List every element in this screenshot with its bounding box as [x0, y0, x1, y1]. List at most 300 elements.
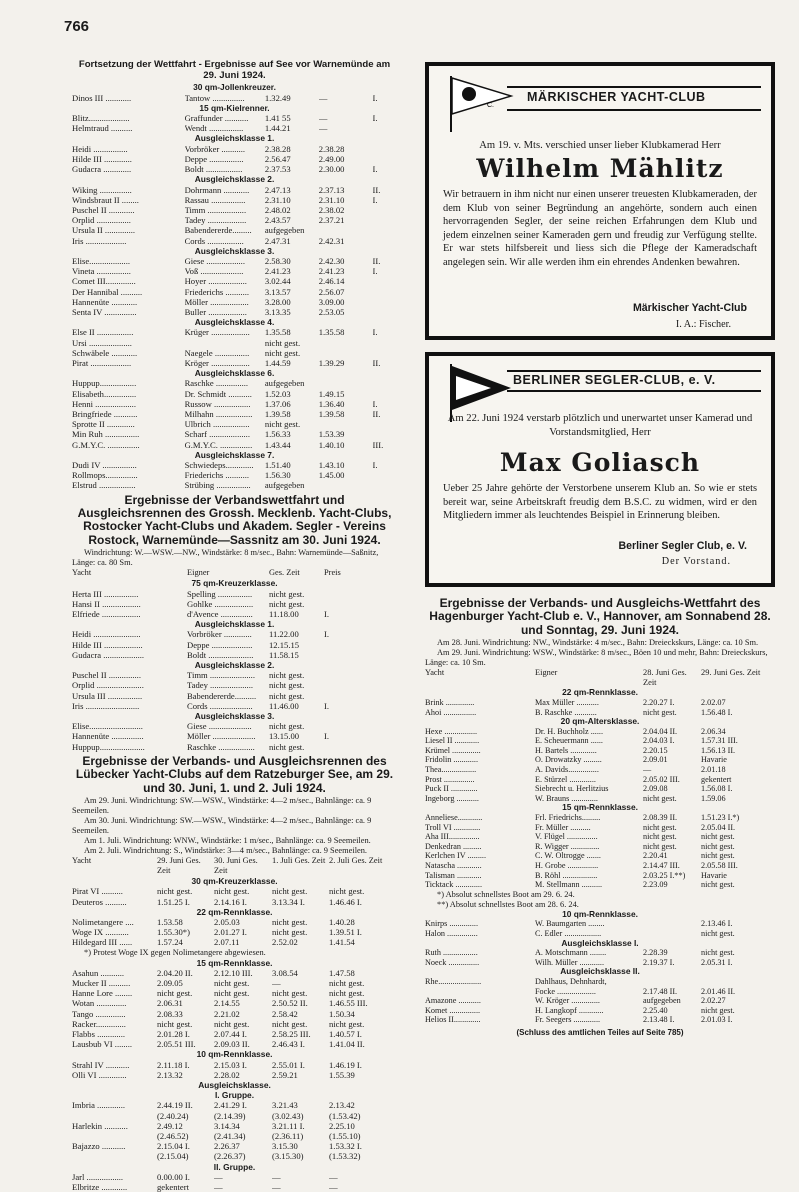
obituary-signature: Märkischer Yacht-Club	[632, 302, 747, 314]
table-cell	[324, 670, 379, 680]
table-row	[72, 154, 397, 164]
table-cell: 3.13.57	[264, 286, 291, 297]
class-heading: Ausgleichsklasse 7.	[194, 449, 275, 460]
table-cell: 2.09.03 II.	[214, 1039, 250, 1050]
table-cell: 2.09.01	[643, 755, 668, 765]
table-cell: nicht gest.	[643, 822, 677, 832]
table-cell: 1.53.32 I.	[329, 1141, 362, 1152]
class-heading: 22 qm-Rennklasse.	[196, 906, 273, 917]
table-row	[425, 919, 775, 929]
table-cell: Ursula II ..............	[72, 225, 136, 236]
table-cell: —	[318, 123, 328, 134]
table-cell: 1.37.06	[264, 398, 291, 409]
table-row	[72, 1060, 397, 1070]
table-cell: 2.49.00	[318, 153, 345, 164]
table-cell: nicht gest.	[269, 721, 305, 732]
class-heading: Ausgleichsklasse 3.	[194, 245, 275, 256]
table-cell: Puschel II ............	[72, 204, 135, 215]
table-row	[72, 195, 397, 205]
table-cell: Racker..............	[72, 1018, 126, 1029]
class-heading: Ausgleichsklasse 1.	[194, 133, 275, 144]
table-row	[72, 691, 397, 701]
class-heading: 10 qm-Rennklasse.	[196, 1049, 273, 1060]
table-cell	[185, 338, 265, 348]
table-row	[72, 440, 397, 450]
table-cell: Ingeborg ...........	[425, 793, 479, 803]
table-cell: II.	[372, 408, 381, 419]
table-cell: nicht gest.	[272, 927, 308, 938]
table-cell: 2.14.16 I.	[214, 896, 247, 907]
table-cell: 2.38.28	[264, 143, 291, 154]
table-cell: Elisabeth...............	[72, 388, 137, 399]
table-cell: 2.38.02	[318, 204, 345, 215]
table-row	[425, 775, 775, 785]
table-row	[425, 1006, 775, 1016]
header-rule-top	[507, 370, 761, 372]
table-cell: Fr. Seegers .............	[535, 1015, 601, 1025]
table-cell: 2.20.27 I.	[643, 697, 675, 707]
table-cell: G.M.Y.C. ...............	[72, 439, 140, 450]
section3-table	[72, 876, 397, 1192]
table-cell: Rassau ................	[184, 194, 246, 205]
table-cell: (1.53.42)	[329, 1110, 361, 1121]
table-row	[425, 861, 775, 871]
table-cell: 1.55.30*)	[157, 927, 190, 938]
table-cell: 1.43.44	[264, 439, 291, 450]
table-cell: Timm .....................	[187, 670, 255, 681]
class-heading: Ausgleichsklasse 2.	[194, 174, 275, 185]
table-row	[72, 650, 397, 660]
section1-table	[72, 82, 397, 490]
table-cell	[373, 236, 397, 246]
table-cell: (2.46.52)	[157, 1130, 189, 1141]
table-cell: Siebrecht u. Herlitzius	[535, 784, 609, 794]
table-cell: Der Hannibal ..........	[72, 286, 143, 297]
continued-note: (Schluss des amtlichen Teiles auf Seite 785)	[516, 1027, 684, 1037]
table-cell: (1.53.32)	[329, 1151, 361, 1162]
column-header: Preis	[324, 568, 341, 578]
table-cell	[643, 977, 701, 987]
table-cell: Anneliese............	[425, 813, 483, 823]
table-cell: 1.43.10	[318, 459, 345, 470]
table-cell: Nolimetangere ....	[72, 916, 134, 927]
table-cell: nicht gest.	[269, 680, 305, 691]
table-cell: Ticktack .............	[425, 880, 483, 890]
table-cell: Wilh. Müller ............	[535, 957, 605, 967]
table-cell: Lausbub VI ........	[72, 1039, 132, 1050]
table-cell	[324, 650, 379, 660]
table-cell	[319, 225, 373, 235]
table-row	[72, 338, 397, 348]
table-cell: Tadey ..................	[184, 215, 247, 226]
table-cell: 1.56.33	[264, 429, 291, 440]
table-cell: 2.06.34	[701, 726, 726, 736]
table-cell: G.M.Y.C. ...............	[184, 439, 253, 450]
table-cell: Hilde III ..................	[72, 639, 143, 650]
table-row	[425, 851, 775, 861]
table-cell: 2.23.09	[643, 880, 668, 890]
table-cell	[324, 742, 379, 752]
table-row	[425, 823, 775, 833]
table-cell: Gudacra ...................	[72, 649, 145, 660]
table-cell: Hanne Lore ........	[72, 988, 133, 999]
table-cell: Rollmops...............	[72, 470, 138, 481]
column-header: Yacht	[72, 856, 92, 866]
class-heading: Ausgleichsklasse 6.	[194, 368, 275, 379]
table-cell: nicht gest.	[264, 337, 301, 348]
table-cell: nicht gest.	[157, 886, 193, 897]
table-row	[72, 1172, 397, 1182]
table-cell: nicht gest.	[272, 988, 308, 999]
table-cell: Schwäbele ............	[72, 347, 138, 358]
table-cell: 2.50.52 II.	[272, 998, 308, 1009]
column-header: 30. Juni Ges. Zeit	[214, 856, 258, 876]
table-cell: 12.15.15	[269, 639, 300, 650]
table-cell: Strübing ................	[184, 480, 251, 491]
table-cell: Comet III..............	[72, 276, 136, 287]
table-cell	[373, 307, 397, 317]
table-cell: Vorbröker ...........	[184, 143, 246, 154]
table-cell: Jarl .................	[72, 1171, 124, 1182]
table-cell: Fridolin ............	[425, 755, 478, 765]
table-cell	[72, 1131, 157, 1141]
table-cell: 2.41.23	[318, 266, 345, 277]
table-cell: Flabbs .............	[72, 1028, 125, 1039]
table-cell: 1.53.39	[318, 429, 345, 440]
table-cell: 2.58.42	[272, 1008, 298, 1019]
table-cell: 2.20.15	[643, 745, 668, 755]
table-cell: nicht gest.	[269, 670, 305, 681]
table-row	[72, 1039, 397, 1049]
table-cell: O. Drowatzky .........	[535, 755, 602, 765]
table-cell: Natascha ............	[425, 861, 482, 870]
table-cell: 2.42.31	[318, 235, 345, 246]
table-cell: Havarie	[701, 755, 727, 765]
table-row	[72, 701, 397, 711]
table-cell: 2.13.46 I.	[701, 919, 733, 929]
club-name: BERLINER SEGLER-CLUB, e. V.	[513, 373, 716, 387]
table-cell: Puck II .............	[425, 784, 478, 794]
table-cell	[319, 480, 373, 490]
table-cell: Elise.........................	[72, 721, 143, 732]
table-row	[72, 1100, 397, 1110]
table-cell: E. Scheuermann ......	[535, 736, 603, 746]
table-cell: Pirat ...................	[72, 357, 132, 368]
table-cell: 2.15.04 I.	[157, 1141, 190, 1152]
table-cell: 1.56.08 I.	[701, 784, 733, 794]
table-cell: (3.15.30)	[272, 1151, 304, 1162]
class-heading: 15 qm-Kielrenner.	[199, 102, 270, 113]
obituary-text: Wir betrauern in ihm nicht nur einen unserer treuesten Klubkameraden, der dem Klub von seiner Begründung an angehörte, sondern auch einen hervorragenden Segler, der seine reichen Erfahrungen dem Klub und jedem einzelnen seiner Kameraden gern und freudig zur Verfügung stellte. Er war stets hilfsbereit und liess sich die Pflege der Kameradschaft angelegen sein. Wir alle werden ihm ein ehrendes Andenken bewahren.	[443, 189, 757, 268]
table-cell: nicht gest.	[214, 886, 250, 897]
table-cell: 1.47.58	[329, 967, 355, 978]
table-cell	[324, 721, 379, 731]
table-cell: Wendt ................	[184, 123, 244, 134]
table-cell: 2.01.18	[701, 765, 726, 775]
class-heading: 75 qm-Kreuzerklasse.	[191, 578, 278, 589]
table-cell: 13.15.00	[269, 731, 300, 742]
column-header: 1. Juli Ges. Zeit	[272, 856, 326, 866]
table-cell: Liesel II ............	[425, 736, 480, 746]
table-cell: 2.04.20 II.	[157, 967, 193, 978]
table-cell: 2.31.10	[264, 194, 291, 205]
table-cell: I.	[372, 266, 378, 277]
table-cell	[373, 205, 397, 215]
table-cell: Russow .................	[184, 398, 251, 409]
table-cell: 2.49.12	[157, 1120, 183, 1131]
table-cell: Tantow ...............	[184, 92, 245, 103]
table-row	[72, 1029, 397, 1039]
table-cell: Mucker II ..........	[72, 977, 131, 988]
table-cell: Vineta ................	[72, 266, 131, 277]
table-row	[72, 205, 397, 215]
race-note: Am 29. Juni. Windrichtung: SW.—WSW., Windstärke: 4—2 m/sec., Bahnlänge: ca. 9 Seemeilen.	[72, 796, 372, 816]
section3-title: Ergebnisse der Verbands- und Ausgleichsrennen des Lübecker Yacht-Clubs auf dem Ratzeburger See, am 29. und 30. Juni, 1. und 2. Juli 1924.	[75, 753, 394, 795]
table-cell: I.	[372, 459, 378, 470]
class-heading: Ausgleichsklasse 1.	[194, 619, 275, 630]
table-cell: Krüger ..................	[184, 327, 250, 338]
table-cell: Raschke ...............	[184, 378, 249, 389]
table-cell	[373, 287, 397, 297]
table-cell: aufgegeben	[264, 225, 305, 236]
table-row	[72, 1141, 397, 1151]
table-cell: Wiking ...............	[72, 184, 132, 195]
table-cell: 1.39.58	[264, 408, 291, 419]
table-cell	[373, 338, 397, 348]
table-cell: B. Raschke ...........	[535, 707, 597, 717]
table-cell: 2.48.02	[264, 204, 291, 215]
table-row	[72, 1182, 397, 1192]
class-heading: Ausgleichsklasse II.	[560, 966, 640, 977]
table-cell: 1.32.49	[264, 92, 291, 103]
table-cell: —	[643, 765, 652, 775]
column-header: 29. Juni Ges. Zeit	[157, 856, 201, 876]
section4-notes	[425, 638, 775, 668]
column-header: Eigner	[187, 568, 210, 578]
table-row	[72, 348, 397, 358]
table-cell: 1.46.19 I.	[329, 1059, 362, 1070]
table-cell: Senta IV ...............	[72, 306, 137, 317]
table-cell: nicht gest.	[329, 988, 365, 999]
table-row	[425, 832, 775, 842]
table-cell: 2.05.51 III.	[157, 1039, 196, 1050]
table-cell: 2.12.10 III.	[214, 967, 253, 978]
table-cell: 3.02.44	[264, 276, 291, 287]
table-cell	[643, 919, 701, 929]
table-row	[72, 409, 397, 419]
table-cell: Frl. Friedrichs.........	[535, 813, 601, 823]
table-cell: 2.47.31	[264, 235, 291, 246]
section4-title: Ergebnisse der Verbands- und Ausgleichs-Wettfahrt des Hagenburger Yacht-Club e. V., Hannover, am Sonnabend 28. und Sonntag, 29. Juni 1924.	[429, 596, 771, 637]
table-cell: 2.43.57	[264, 215, 291, 226]
table-cell: 2.05.31 I.	[701, 957, 733, 967]
table-cell: I.	[324, 608, 330, 619]
table-cell: 2.58.30	[264, 255, 291, 266]
table-cell: Buller ..................	[184, 306, 247, 317]
table-cell: 3.28.00	[264, 296, 291, 307]
table-cell: Harlekin ...........	[72, 1120, 128, 1131]
table-cell: Denkedran .........	[425, 841, 482, 851]
header-rule-top	[507, 86, 761, 88]
table-row	[72, 276, 397, 286]
page-number: 766	[64, 18, 90, 35]
class-heading: 15 qm-Rennklasse.	[196, 957, 273, 968]
table-cell	[425, 987, 535, 997]
table-cell: nicht gest.	[329, 886, 365, 897]
table-cell: Fr. Müller ..........	[535, 822, 591, 832]
obituary-signature: Berliner Segler Club, e. V.	[618, 540, 747, 552]
table-cell: 1.46.46 I.	[329, 896, 362, 907]
table-cell: 3.21.11 I.	[272, 1120, 305, 1131]
table-row	[425, 784, 775, 794]
table-cell: 2.05.04 II.	[701, 822, 736, 832]
table-cell: 1.49.15	[318, 388, 345, 399]
table-cell: 2.01.03 I.	[701, 1015, 733, 1025]
table-cell: 2.38.28	[318, 143, 345, 154]
table-row	[72, 1009, 397, 1019]
table-cell: Hexe ................	[425, 726, 478, 736]
table-cell: nicht gest.	[643, 793, 677, 803]
class-heading: Ausgleichsklasse 4.	[194, 317, 275, 328]
table-cell: 2.08.33	[157, 1008, 183, 1019]
table-cell: nicht gest.	[269, 588, 305, 599]
table-cell: 2.02.27	[701, 996, 726, 1006]
class-heading: 15 qm-Rennklasse.	[562, 802, 638, 813]
table-cell: C. W. Oltrogge .......	[535, 851, 601, 861]
column-header: Yacht	[425, 668, 445, 678]
table-cell: Voß ....................	[184, 266, 244, 277]
table-row	[72, 670, 397, 680]
table-cell	[373, 215, 397, 225]
table-cell: 2.20.41	[643, 851, 668, 861]
table-cell	[319, 378, 373, 388]
header-rule-bottom	[507, 109, 761, 111]
table-cell: 2.19.37 I.	[643, 957, 675, 967]
column-header: Ges. Zeit	[269, 568, 300, 578]
table-cell: Min Ruh ................	[72, 429, 140, 440]
table-cell: 1.56.30	[264, 470, 291, 481]
table-cell: Milhahn .................	[184, 408, 253, 419]
table-cell: Brink ..............	[425, 697, 475, 707]
table-cell: nicht gest.	[701, 1005, 735, 1015]
table-cell: 2.13.42	[329, 1100, 355, 1111]
table-cell: Ahoi ................	[425, 707, 477, 717]
column-header: Eigner	[535, 668, 558, 678]
table-cell: II.	[372, 255, 381, 266]
table-row	[72, 225, 397, 235]
table-cell: Dudi IV ................	[72, 459, 137, 470]
table-cell: 2.02.07	[701, 697, 726, 707]
table-cell: Cords .................	[184, 235, 244, 246]
table-cell: 2.21.02	[214, 1008, 240, 1019]
table-row	[72, 609, 397, 619]
table-cell: 3.13.35	[264, 306, 291, 317]
table-cell: 2.14.47 III.	[643, 861, 680, 870]
table-cell: nicht gest.	[269, 598, 305, 609]
table-cell: (2.40.24)	[157, 1110, 189, 1121]
table-cell: Herta III ................	[72, 588, 139, 599]
table-cell: 1.57.31 III.	[701, 736, 738, 746]
table-row	[72, 266, 397, 276]
table-cell	[373, 480, 397, 490]
table-row	[72, 378, 397, 388]
table-cell: 1.56.48 I.	[701, 707, 733, 717]
table-cell	[324, 599, 379, 609]
table-cell: 2.07.44 I.	[214, 1028, 247, 1039]
table-cell: Strahl IV ...........	[72, 1059, 130, 1070]
table-cell: 11.58.15	[269, 649, 299, 660]
class-heading: 30 qm-Kreuzerklasse.	[191, 876, 278, 887]
obituary-maerkischer	[425, 62, 775, 340]
table-cell: 2.17.48 II.	[643, 986, 678, 996]
table-cell: 11.46.00	[269, 700, 299, 711]
obituary-intro: Am 19. v. Mts. verschied unser lieber Klubkamerad Herr	[479, 140, 721, 151]
table-cell: Dohrmann ............	[184, 184, 250, 195]
table-cell: Imbria .............	[72, 1100, 125, 1111]
table-cell: W. Baumgarten ........	[535, 919, 605, 929]
table-cell: Woge IX ...........	[72, 927, 129, 938]
table-cell: Hildegard III ......	[72, 937, 133, 948]
table-cell: 2.25.40	[643, 1005, 668, 1015]
table-cell	[373, 389, 397, 399]
right-column	[425, 62, 775, 1037]
table-row	[72, 93, 397, 103]
table-cell	[373, 144, 397, 154]
table-cell	[373, 123, 397, 133]
section2-title: Ergebnisse der Verbandswettfahrt und Ausgleichsrennen des Grossh. Mecklenb. Yacht-Clubs, Rostocker Yacht-Clubs und Akadem. Segler - Vereins Rostock, Warnemünde—Sassnitz am 30. Juni 1924.	[77, 492, 392, 547]
table-cell: 2.08.39 II.	[643, 813, 678, 823]
table-row	[72, 978, 397, 988]
table-cell: aufgegeben	[264, 480, 305, 491]
table-cell: 2.05.03	[214, 916, 240, 927]
table-cell: I.	[372, 164, 378, 175]
section4-table	[425, 688, 775, 1025]
table-cell: Wotan ..............	[72, 998, 127, 1009]
table-row	[72, 1111, 397, 1121]
table-row	[72, 897, 397, 907]
table-cell: Pirat VI ..........	[72, 886, 123, 897]
table-cell: Boldt .....................	[187, 649, 254, 660]
table-cell: (2.15.04)	[157, 1151, 189, 1162]
table-cell: 2.28.02	[214, 1069, 240, 1080]
table-row	[72, 113, 397, 123]
table-cell: —	[214, 1171, 223, 1182]
table-cell: Prost ...............	[425, 774, 475, 784]
table-cell: Helmtraud ..........	[72, 123, 133, 134]
table-cell: 2.41.23	[264, 266, 291, 277]
header-rule-bottom	[507, 390, 761, 392]
table-row	[72, 937, 397, 947]
obituary-berliner	[425, 352, 775, 587]
table-row	[72, 399, 397, 409]
section1-title: Fortsetzung der Wettfahrt - Ergebnisse auf See vor Warnemünde am 29. Juni 1924.	[78, 59, 391, 81]
table-row	[425, 996, 775, 1006]
table-cell: Cords ....................	[187, 700, 253, 711]
table-row	[72, 480, 397, 490]
table-cell: nicht gest.	[272, 916, 308, 927]
table-cell: Möller ..................	[184, 296, 249, 307]
table-row	[72, 470, 397, 480]
table-cell: Scharf ...................	[184, 429, 250, 440]
table-row	[425, 1015, 775, 1025]
table-cell: 2.15.03 I.	[214, 1059, 247, 1070]
left-column	[72, 58, 397, 1192]
table-cell: Henni ...................	[72, 398, 136, 409]
table-cell: nicht gest.	[701, 880, 735, 890]
table-cell: nicht gest.	[157, 1018, 193, 1029]
table-cell: 1.39.58	[318, 408, 345, 419]
table-cell: I.	[324, 700, 330, 711]
